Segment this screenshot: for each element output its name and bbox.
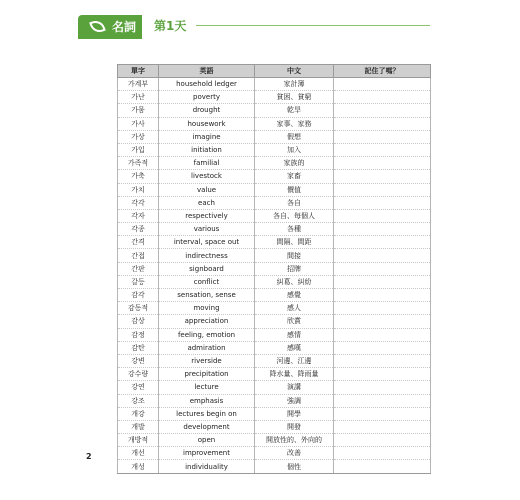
english-cell: precipitation [159, 368, 255, 381]
chinese-cell: 欣賞 [255, 315, 334, 328]
word-cell: 가치 [118, 183, 159, 196]
english-cell: household ledger [159, 78, 255, 91]
section-tab [78, 15, 142, 39]
word-cell: 강연 [118, 381, 159, 394]
chinese-cell: 改善 [255, 447, 334, 460]
table-body [118, 78, 431, 474]
memorized-cell [334, 407, 431, 420]
memorized-cell [334, 289, 431, 302]
word-cell: 가난 [118, 91, 159, 104]
word-cell: 개발 [118, 420, 159, 433]
memorized-cell [334, 170, 431, 183]
word-cell: 가축 [118, 170, 159, 183]
table-row [118, 341, 431, 354]
word-cell: 가계부 [118, 78, 159, 91]
table-row [118, 302, 431, 315]
chinese-cell: 各自、每個人 [255, 209, 334, 222]
english-cell: conflict [159, 275, 255, 288]
word-cell: 감정 [118, 328, 159, 341]
chinese-cell: 加入 [255, 143, 334, 156]
word-cell: 간판 [118, 262, 159, 275]
chinese-cell: 各自 [255, 196, 334, 209]
chinese-cell: 演講 [255, 381, 334, 394]
table-row [118, 117, 431, 130]
table-row [118, 249, 431, 262]
english-cell: feeling, emotion [159, 328, 255, 341]
memorized-cell [334, 196, 431, 209]
word-cell: 가사 [118, 117, 159, 130]
memorized-cell [334, 236, 431, 249]
memorized-cell [334, 223, 431, 236]
word-cell: 감각 [118, 289, 159, 302]
memorized-cell [334, 302, 431, 315]
memorized-cell [334, 341, 431, 354]
table-row [118, 381, 431, 394]
table-row [118, 104, 431, 117]
memorized-cell [334, 91, 431, 104]
table-row [118, 183, 431, 196]
table-row [118, 209, 431, 222]
memorized-cell [334, 420, 431, 433]
table-row [118, 315, 431, 328]
memorized-cell [334, 262, 431, 275]
chinese-cell: 個性 [255, 460, 334, 473]
table-row [118, 143, 431, 156]
table-row [118, 91, 431, 104]
table-row [118, 394, 431, 407]
chinese-cell: 家畜 [255, 170, 334, 183]
memorized-cell [334, 354, 431, 367]
word-cell: 감동적 [118, 302, 159, 315]
word-cell: 개성 [118, 460, 159, 473]
chinese-cell: 家計簿 [255, 78, 334, 91]
english-cell: appreciation [159, 315, 255, 328]
memorized-cell [334, 249, 431, 262]
english-cell: livestock [159, 170, 255, 183]
memorized-cell [334, 117, 431, 130]
memorized-cell [334, 78, 431, 91]
english-cell: improvement [159, 447, 255, 460]
memorized-cell [334, 183, 431, 196]
table-row [118, 354, 431, 367]
chinese-cell: 強調 [255, 394, 334, 407]
memorized-cell [334, 130, 431, 143]
memorized-cell [334, 275, 431, 288]
word-cell: 감탄 [118, 341, 159, 354]
chinese-cell: 感情 [255, 328, 334, 341]
word-cell: 강수량 [118, 368, 159, 381]
english-cell: each [159, 196, 255, 209]
chinese-cell: 感覺 [255, 289, 334, 302]
chinese-cell: 家族的 [255, 157, 334, 170]
leaf-icon [89, 18, 106, 35]
memorized-cell [334, 434, 431, 447]
chinese-cell: 河邊、江邊 [255, 354, 334, 367]
english-cell: development [159, 420, 255, 433]
chinese-cell: 降水量、降雨量 [255, 368, 334, 381]
word-cell: 개선 [118, 447, 159, 460]
word-cell: 가입 [118, 143, 159, 156]
memorized-cell [334, 381, 431, 394]
english-cell: emphasis [159, 394, 255, 407]
memorized-cell [334, 143, 431, 156]
english-cell: interval, space out [159, 236, 255, 249]
table-row [118, 368, 431, 381]
word-cell: 각자 [118, 209, 159, 222]
chinese-cell: 糾葛、糾紛 [255, 275, 334, 288]
table-row [118, 460, 431, 473]
header-english: 英語 [159, 65, 255, 78]
memorized-cell [334, 315, 431, 328]
chinese-cell: 貧困、貧窮 [255, 91, 334, 104]
table-row [118, 275, 431, 288]
memorized-cell [334, 157, 431, 170]
memorized-cell [334, 328, 431, 341]
memorized-cell [334, 104, 431, 117]
table-row [118, 262, 431, 275]
section-label: 名詞 [112, 20, 137, 34]
english-cell: signboard [159, 262, 255, 275]
table-row [118, 196, 431, 209]
day-label: 第1天 [154, 19, 187, 33]
chinese-cell: 價值 [255, 183, 334, 196]
word-cell: 가족적 [118, 157, 159, 170]
word-cell: 각종 [118, 223, 159, 236]
table-row [118, 447, 431, 460]
header-chinese: 中文 [255, 65, 334, 78]
chinese-cell: 感嘆 [255, 341, 334, 354]
english-cell: moving [159, 302, 255, 315]
english-cell: initiation [159, 143, 255, 156]
table-row [118, 157, 431, 170]
table-row [118, 130, 431, 143]
word-cell: 각각 [118, 196, 159, 209]
word-cell: 간접 [118, 249, 159, 262]
word-cell: 간격 [118, 236, 159, 249]
english-cell: indirectness [159, 249, 255, 262]
word-cell: 갈등 [118, 275, 159, 288]
english-cell: sensation, sense [159, 289, 255, 302]
table-row [118, 420, 431, 433]
chinese-cell: 開放性的、外向的 [255, 434, 334, 447]
english-cell: admiration [159, 341, 255, 354]
table-row [118, 434, 431, 447]
english-cell: lecture [159, 381, 255, 394]
header-memorized: 記住了嗎？ [334, 65, 431, 78]
word-cell: 개방적 [118, 434, 159, 447]
table-row [118, 236, 431, 249]
english-cell: familial [159, 157, 255, 170]
english-cell: riverside [159, 354, 255, 367]
chinese-cell: 假想 [255, 130, 334, 143]
chinese-cell: 開發 [255, 420, 334, 433]
english-cell: various [159, 223, 255, 236]
table-row [118, 78, 431, 91]
chinese-cell: 各種 [255, 223, 334, 236]
chinese-cell: 家事、家務 [255, 117, 334, 130]
chinese-cell: 感人 [255, 302, 334, 315]
table-row [118, 407, 431, 420]
english-cell: value [159, 183, 255, 196]
table-row [118, 170, 431, 183]
chinese-cell: 間隔、間距 [255, 236, 334, 249]
table-row [118, 223, 431, 236]
word-cell: 강변 [118, 354, 159, 367]
chinese-cell: 間接 [255, 249, 334, 262]
english-cell: open [159, 434, 255, 447]
word-cell: 강조 [118, 394, 159, 407]
memorized-cell [334, 460, 431, 473]
english-cell: housework [159, 117, 255, 130]
table-row [118, 328, 431, 341]
word-cell: 가뭄 [118, 104, 159, 117]
chinese-cell: 開學 [255, 407, 334, 420]
page-number: 2 [86, 452, 92, 461]
chinese-cell: 招牌 [255, 262, 334, 275]
english-cell: drought [159, 104, 255, 117]
chinese-cell: 乾旱 [255, 104, 334, 117]
memorized-cell [334, 209, 431, 222]
word-cell: 감상 [118, 315, 159, 328]
english-cell: individuality [159, 460, 255, 473]
memorized-cell [334, 394, 431, 407]
header-divider [196, 25, 430, 26]
english-cell: respectively [159, 209, 255, 222]
table-row [118, 289, 431, 302]
memorized-cell [334, 447, 431, 460]
table-header-row [118, 65, 431, 78]
english-cell: poverty [159, 91, 255, 104]
english-cell: imagine [159, 130, 255, 143]
word-cell: 가상 [118, 130, 159, 143]
memorized-cell [334, 368, 431, 381]
word-cell: 개강 [118, 407, 159, 420]
vocabulary-table [117, 64, 431, 474]
header-word: 單字 [118, 65, 159, 78]
english-cell: lectures begin on [159, 407, 255, 420]
